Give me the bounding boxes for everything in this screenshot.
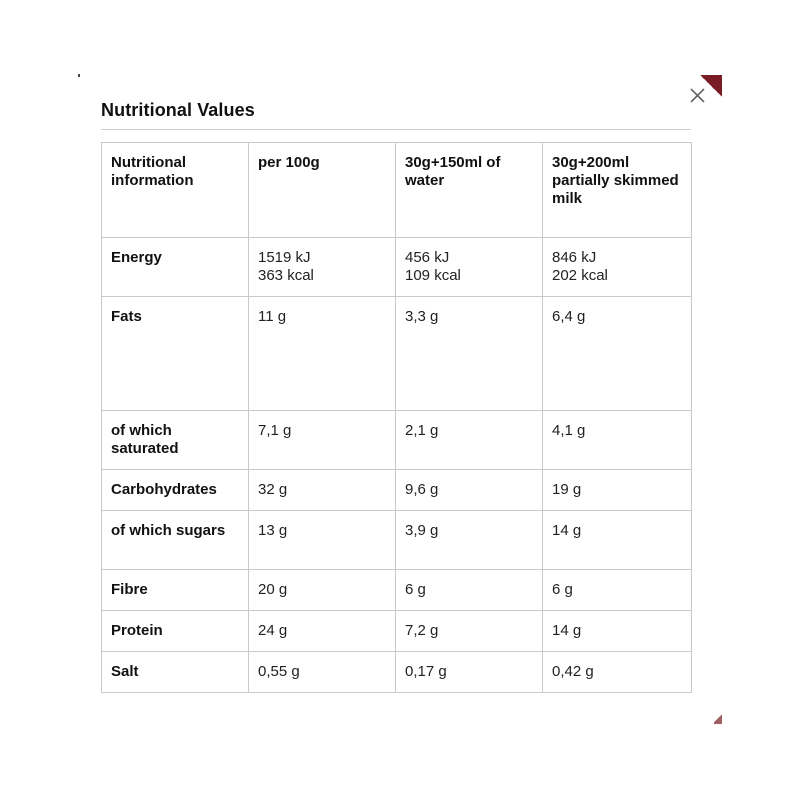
- table-cell: 0,42 g: [543, 652, 692, 693]
- table-cell: 9,6 g: [396, 470, 543, 511]
- table-row: [102, 470, 692, 511]
- table-cell: 6 g: [543, 570, 692, 611]
- cell-value: 363 kcal: [258, 267, 314, 284]
- table-cell: 20 g: [249, 570, 396, 611]
- nutrition-modal: [101, 90, 691, 693]
- cell-value: 846 kJ: [552, 249, 597, 266]
- table-cell: 19 g: [543, 470, 692, 511]
- table-cell: 4,1 g: [543, 411, 692, 470]
- row-label: Energy: [102, 238, 249, 297]
- modal-title: Nutritional Values: [101, 100, 255, 120]
- table-cell: [249, 238, 396, 297]
- table-cell: 0,17 g: [396, 652, 543, 693]
- table-cell: 13 g: [249, 511, 396, 570]
- table-cell: [543, 238, 692, 297]
- row-label: Salt: [102, 652, 249, 693]
- table-cell: 24 g: [249, 611, 396, 652]
- table-row: [102, 411, 692, 470]
- nutrition-table: [101, 142, 692, 693]
- table-cell: 14 g: [543, 611, 692, 652]
- table-cell: 6,4 g: [543, 297, 692, 411]
- column-header: per 100g: [249, 143, 396, 238]
- row-label: Fats: [102, 297, 249, 411]
- cell-value: 456 kJ: [405, 249, 450, 266]
- row-label: Protein: [102, 611, 249, 652]
- column-header: 30g+150ml of water: [396, 143, 543, 238]
- cell-value: 109 kcal: [405, 267, 461, 284]
- table-cell: 2,1 g: [396, 411, 543, 470]
- table-row: [102, 511, 692, 570]
- table-cell: 11 g: [249, 297, 396, 411]
- table-row: [102, 570, 692, 611]
- table-cell: 6 g: [396, 570, 543, 611]
- table-cell: 32 g: [249, 470, 396, 511]
- backdrop-accent-corner-bottom: [714, 712, 722, 724]
- table-cell: [396, 238, 543, 297]
- table-cell: 14 g: [543, 511, 692, 570]
- table-cell: 7,1 g: [249, 411, 396, 470]
- table-row: [102, 611, 692, 652]
- row-label: of which saturated: [102, 411, 249, 470]
- cell-value: 1519 kJ: [258, 249, 311, 266]
- row-label: of which sugars: [102, 511, 249, 570]
- row-label: Carbohydrates: [102, 470, 249, 511]
- table-cell: 7,2 g: [396, 611, 543, 652]
- table-row: [102, 652, 692, 693]
- row-label: Fibre: [102, 570, 249, 611]
- table-cell: 3,3 g: [396, 297, 543, 411]
- table-cell: 0,55 g: [249, 652, 396, 693]
- cell-value: 202 kcal: [552, 267, 608, 284]
- table-row: [102, 297, 692, 411]
- title-divider: [101, 129, 691, 130]
- table-cell: 3,9 g: [396, 511, 543, 570]
- column-header: Nutritional information: [102, 143, 249, 238]
- backdrop-edge-mark: [78, 74, 80, 77]
- table-header-row: [102, 143, 692, 238]
- column-header: 30g+200ml partially skimmed milk: [543, 143, 692, 238]
- table-row: [102, 238, 692, 297]
